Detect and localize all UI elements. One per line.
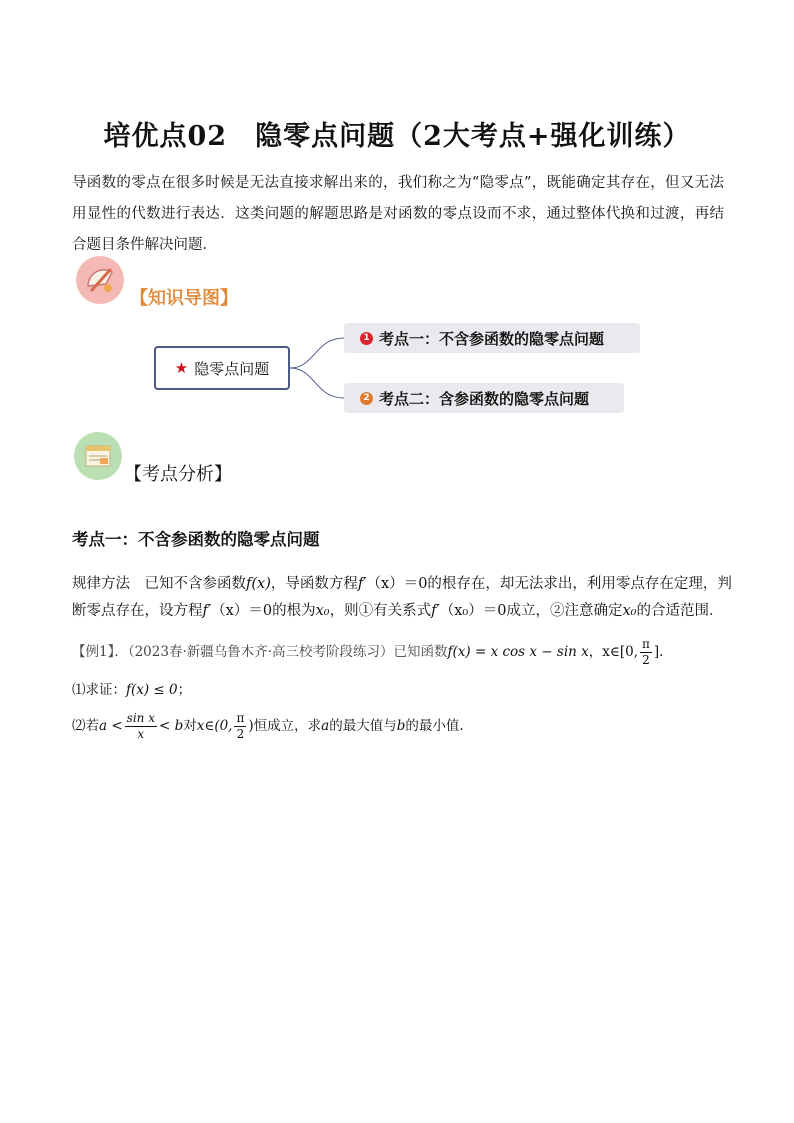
method-text: ，导函数方程 xyxy=(270,576,358,592)
method-paragraph xyxy=(72,571,732,625)
example-1-header xyxy=(72,637,663,668)
kp1-title: 考点一：不含参函数的隐零点问题 xyxy=(72,530,320,549)
method-text: ，则①有关系式 xyxy=(329,603,432,619)
star-icon: ★ xyxy=(174,359,189,377)
number-badge-icon: 2 xyxy=(360,392,373,405)
method-text: （x₀）＝0成立，②注意确定 xyxy=(439,603,623,619)
mindmap-branch-1 xyxy=(344,323,640,353)
math-x0: x₀ xyxy=(622,603,637,619)
question-1 xyxy=(72,678,191,698)
fraction-numerator: π xyxy=(236,711,245,725)
domain-text: ]. xyxy=(653,644,664,660)
question-text: 对 xyxy=(183,718,197,734)
math-a-less: a < xyxy=(99,718,123,734)
question-2 xyxy=(72,711,464,742)
math-a: a xyxy=(321,718,330,734)
notes-icon xyxy=(74,432,122,480)
math-fx: f(x) xyxy=(246,576,271,592)
method-text: （x）＝0的根存在，却无法求出，利用零点存在定理，判断零点存在，设方程 xyxy=(72,576,732,619)
method-text: 的合适范围． xyxy=(636,603,724,619)
math-b: b xyxy=(396,718,406,734)
math-fprime: f′ xyxy=(357,576,367,592)
page-title: 培优点02 隐零点问题（2大考点+强化训练） xyxy=(103,121,691,152)
math-x0: x₀ xyxy=(315,603,330,619)
question-text: ⑵若 xyxy=(72,718,99,734)
analysis-heading: 【考点分析】 xyxy=(124,464,232,485)
fraction-denominator: 2 xyxy=(236,727,245,741)
fraction-denominator: x xyxy=(137,727,145,741)
question-text: ； xyxy=(177,682,192,698)
domain-text: x∈(0, xyxy=(196,718,233,734)
mindmap-branch-label: 考点一：不含参函数的隐零点问题 xyxy=(379,329,605,348)
mindmap-root-label: 隐零点问题 xyxy=(194,359,270,378)
number-badge-icon: 1 xyxy=(360,332,373,345)
domain-text: ，x∈[0, xyxy=(588,644,638,660)
domain-text: ) xyxy=(248,718,254,734)
math-less-b: < b xyxy=(158,718,184,734)
mindmap-branch-2 xyxy=(344,383,624,413)
fraction-sinx-over-x xyxy=(125,711,157,742)
mindmap-root xyxy=(154,346,290,390)
example-label: 【例1】．（2023春·新疆乌鲁木齐·高三校考阶段练习）已知函数 xyxy=(72,644,448,660)
fraction-numerator: sin x xyxy=(126,711,155,725)
question-text: 恒成立，求 xyxy=(253,718,322,734)
fraction-pi-over-2 xyxy=(234,711,246,742)
method-text: 规律方法 已知不含参函数 xyxy=(72,576,246,592)
math-fprime: f′ xyxy=(431,603,440,619)
function-definition: f(x) = x cos x − sin x xyxy=(447,644,589,660)
question-text: ⑴求证： xyxy=(72,682,126,698)
question-text: 的最小值. xyxy=(405,718,464,734)
math-fprime: f′ xyxy=(202,603,212,619)
inequality: f(x) ≤ 0 xyxy=(126,682,178,698)
fraction-numerator: π xyxy=(642,637,650,651)
mindmap-branch-label: 考点二：含参函数的隐零点问题 xyxy=(379,389,590,408)
fraction-pi-over-2 xyxy=(640,637,652,668)
method-text: （x）＝0的根为 xyxy=(211,603,316,619)
knowledge-map-heading: 【知识导图】 xyxy=(130,288,238,309)
fraction-denominator: 2 xyxy=(642,653,650,667)
question-text: 的最大值与 xyxy=(329,718,397,734)
intro-paragraph: 导函数的零点在很多时候是无法直接求解出来的，我们称之为“隐零点”，既能确定其存在，但又无法用显性的代数进行表达．这类问题的解题思路是对函数的零点设而不求，通过整体代换和过渡，再结合题目条件解决问题． xyxy=(72,175,724,253)
